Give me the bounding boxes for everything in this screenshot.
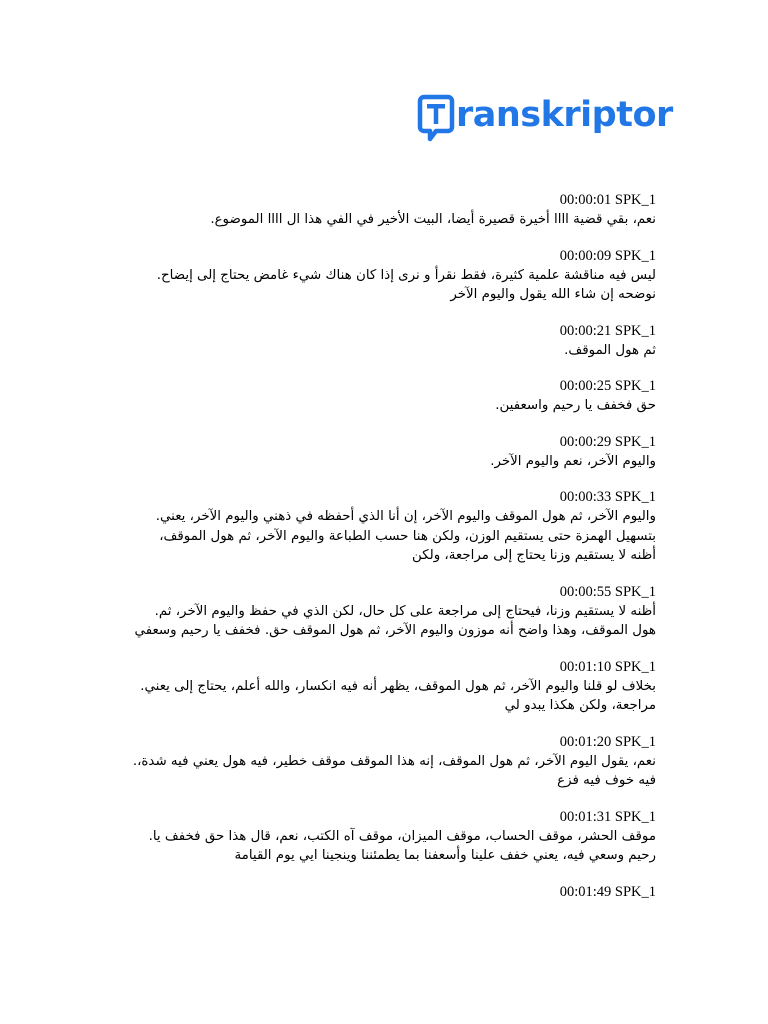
transcript-segment xyxy=(100,808,656,866)
segment-timestamp: 00:01:10 SPK_1 xyxy=(559,658,656,675)
segment-text-line: بتسهيل الهمزة حتى يستقيم الوزن، ولكن هنا حسب الطباعة واليوم الآخر، ثم هول الموقف، xyxy=(159,528,656,544)
transcript-segment xyxy=(100,377,656,416)
segment-timestamp: 00:00:09 SPK_1 xyxy=(559,247,656,264)
transcript-segment xyxy=(100,583,656,641)
segment-text-line: موقف الحشر، موقف الحساب، موقف الميزان، موقف آه الكتب، نعم، قال هذا حق فخفف يا. xyxy=(148,828,656,844)
transcript-segment xyxy=(100,658,656,716)
transcript-segment xyxy=(100,191,656,230)
segment-timestamp: 00:01:20 SPK_1 xyxy=(559,733,656,750)
segment-timestamp: 00:01:31 SPK_1 xyxy=(559,808,656,825)
transkriptor-logo xyxy=(417,93,673,143)
transcript xyxy=(100,191,656,919)
transcript-segment xyxy=(100,322,656,361)
segment-text-line: ثم هول الموقف. xyxy=(564,342,656,358)
segment-text-line: أظنه لا يستقيم وزنا، فيحتاج إلى مراجعة على كل حال، لكن الذي في حفظ واليوم الآخر، ثم. xyxy=(154,603,656,619)
segment-timestamp: 00:01:49 SPK_1 xyxy=(559,883,656,900)
transcript-segment xyxy=(100,883,656,902)
segment-text-line: واليوم الآخر، نعم واليوم الآخر. xyxy=(490,453,656,469)
segment-text-line: واليوم الآخر، ثم هول الموقف واليوم الآخر، إن أنا الذي أحفظه في ذهني واليوم الآخر، يعني. xyxy=(155,509,656,524)
segment-text-line: أظنه لا يستقيم وزنا يحتاج إلى مراجعة، ولكن xyxy=(412,548,656,563)
transkriptor-logo-icon xyxy=(417,93,455,143)
segment-timestamp: 00:00:55 SPK_1 xyxy=(559,583,656,600)
segment-text-line: رحيم وسعي فيه، يعني خفف علينا وأسعفنا بما يطمئننا وينجينا ايي يوم القيامة xyxy=(234,848,656,863)
segment-text-line: هول الموقف، وهذا واضح أنه موزون واليوم الآخر، ثم هول الموقف حق. فخفف يا رحيم وسعفي xyxy=(134,623,656,638)
segment-timestamp: 00:00:21 SPK_1 xyxy=(559,322,656,339)
segment-timestamp: 00:00:01 SPK_1 xyxy=(559,192,656,208)
segment-timestamp: 00:00:29 SPK_1 xyxy=(559,433,656,450)
transcript-segment xyxy=(100,433,656,472)
segment-text-line: نوضحه إن شاء الله يقول واليوم الآخر xyxy=(450,287,656,302)
transcript-segment xyxy=(100,488,656,566)
transcript-segment xyxy=(100,247,656,305)
segment-text-line: ليس فيه مناقشة علمية كثيرة، فقط نقرأ و نرى إذا كان هناك شيء غامض يحتاج إلى إيضاح. xyxy=(156,267,656,283)
transkriptor-wordmark: ranskriptor xyxy=(456,94,673,135)
segment-timestamp: 00:00:25 SPK_1 xyxy=(559,378,656,394)
segment-text-line: مراجعة، ولكن هكذا يبدو لي xyxy=(504,698,656,713)
segment-text-line: نعم، بقي قضية اااا أخيرة قصيرة أيضا، البيت الأخير في الفي هذا ال اااا الموضوع. xyxy=(210,212,656,227)
segment-text-line: نعم، يقول اليوم الآخر، ثم هول الموقف، إنه هذا الموقف موقف خطير، فيه هول يعني فيه شدة،. xyxy=(132,753,656,769)
transcript-segment xyxy=(100,733,656,791)
segment-text-line: بخلاف لو قلنا واليوم الآخر، ثم هول الموقف، يظهر أنه فيه انكسار، والله أعلم، يحتاج إلى يعني. xyxy=(140,678,656,694)
segment-text-line: حق فخفف يا رحيم واسعفين. xyxy=(495,398,656,413)
segment-timestamp: 00:00:33 SPK_1 xyxy=(559,489,656,505)
segment-text-line: فيه خوف فيه فزع xyxy=(557,773,656,788)
